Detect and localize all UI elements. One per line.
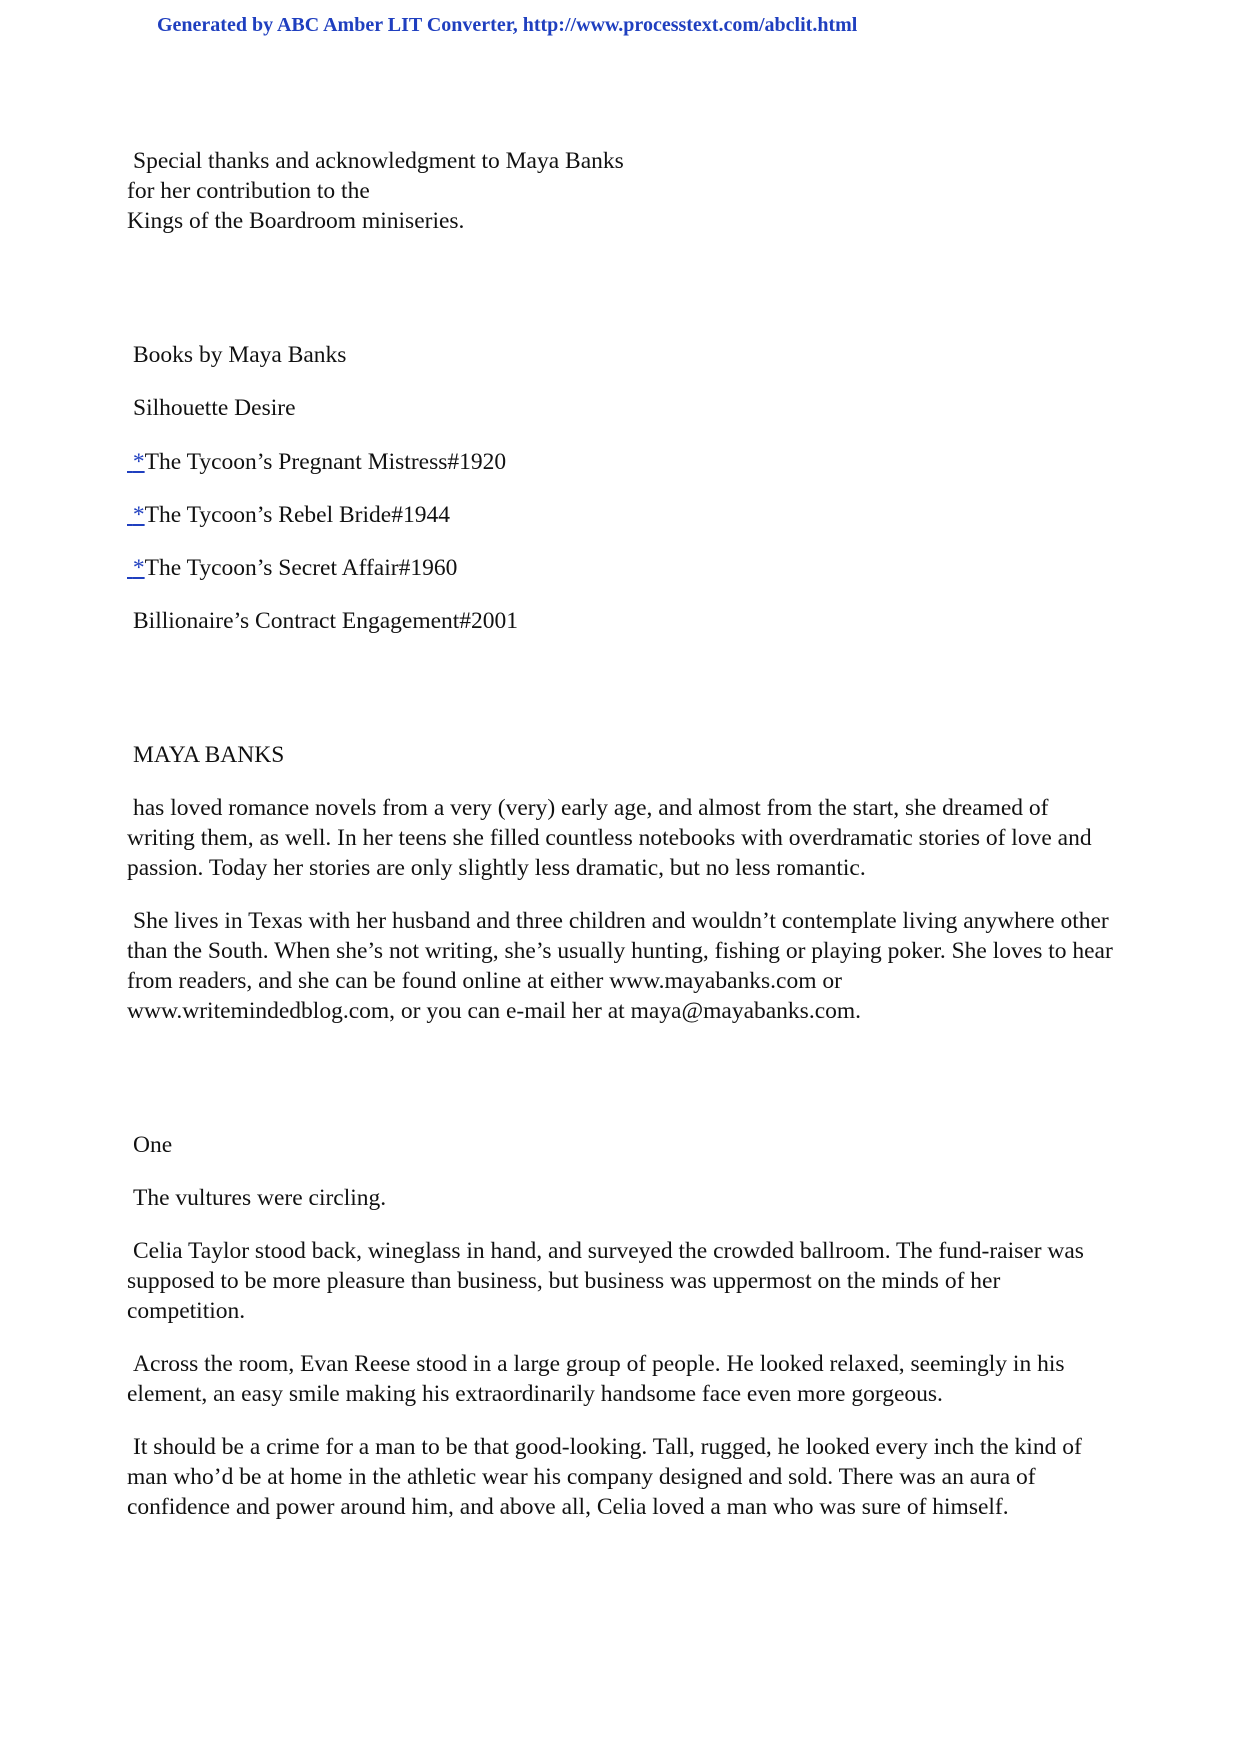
text-line: from readers, and she can be found online at either www.mayabanks.com or	[127, 968, 842, 994]
chapter-title: One	[133, 1132, 173, 1158]
book-entry	[127, 447, 1117, 477]
chapter-paragraph	[127, 1349, 1117, 1409]
text-line: has loved romance novels from a very (very) early age, and almost from the start, she dreamed of	[133, 795, 1049, 821]
book-footnote-link[interactable]: *	[132, 449, 145, 475]
text-line: Celia Taylor stood back, wineglass in hand, and surveyed the crowded ballroom. The fund-raiser was	[133, 1238, 1084, 1264]
chapter-section	[127, 1130, 1117, 1522]
books-section	[127, 340, 1117, 636]
document-body	[127, 146, 1117, 1522]
text-line: confidence and power around him, and above all, Celia loved a man who was sure of himself.	[127, 1494, 1009, 1520]
acknowledgment-line: for her contribution to the	[127, 178, 370, 204]
acknowledgment-line: Special thanks and acknowledgment to Maya Banks	[133, 148, 624, 174]
books-imprint: Silhouette Desire	[133, 395, 296, 421]
text-line: She lives in Texas with her husband and three children and wouldn’t contemplate living anywhere other	[133, 908, 1109, 934]
book-entry	[127, 500, 1117, 530]
author-name: MAYA BANKS	[133, 742, 285, 768]
book-title: Billionaire’s Contract Engagement#2001	[133, 608, 519, 634]
text-line: passion. Today her stories are only slightly less dramatic, but no less romantic.	[127, 855, 866, 881]
book-title: The Tycoon’s Secret Affair#1960	[144, 555, 458, 581]
text-line: than the South. When she’s not writing, she’s usually hunting, fishing or playing poker. She loves to hear	[127, 938, 1113, 964]
text-line: www.writemindedblog.com, or you can e-mail her at maya@mayabanks.com.	[127, 998, 862, 1024]
text-line: The vultures were circling.	[133, 1185, 387, 1211]
book-entry	[127, 606, 1117, 636]
book-footnote-link[interactable]: *	[132, 555, 145, 581]
book-title: The Tycoon’s Rebel Bride#1944	[144, 502, 450, 528]
converter-header: Generated by ABC Amber LIT Converter, http://www.processtext.com/abclit.html	[157, 14, 858, 36]
text-line: Across the room, Evan Reese stood in a large group of people. He looked relaxed, seemingly in his	[133, 1351, 1065, 1377]
chapter-paragraph	[127, 1236, 1117, 1326]
text-line: element, an easy smile making his extraordinarily handsome face even more gorgeous.	[127, 1381, 943, 1407]
text-line: It should be a crime for a man to be that good-looking. Tall, rugged, he looked every inch the kind of	[133, 1434, 1082, 1460]
text-line: man who’d be at home in the athletic wear his company designed and sold. There was an aura of	[127, 1464, 1036, 1490]
chapter-paragraph	[127, 1432, 1117, 1522]
book-title: The Tycoon’s Pregnant Mistress#1920	[144, 449, 507, 475]
author-section	[127, 740, 1117, 1026]
author-bio-paragraph	[127, 793, 1117, 883]
text-line: supposed to be more pleasure than business, but business was uppermost on the minds of her	[127, 1268, 1001, 1294]
text-line: writing them, as well. In her teens she filled countless notebooks with overdramatic stories of love and	[127, 825, 1092, 851]
book-entry	[127, 553, 1117, 583]
books-heading: Books by Maya Banks	[133, 342, 347, 368]
acknowledgment	[127, 146, 1117, 236]
book-footnote-link[interactable]: *	[132, 502, 145, 528]
acknowledgment-line: Kings of the Boardroom miniseries.	[127, 208, 465, 234]
text-line: competition.	[127, 1298, 246, 1324]
author-bio-paragraph	[127, 906, 1117, 1026]
chapter-paragraph	[127, 1183, 1117, 1213]
